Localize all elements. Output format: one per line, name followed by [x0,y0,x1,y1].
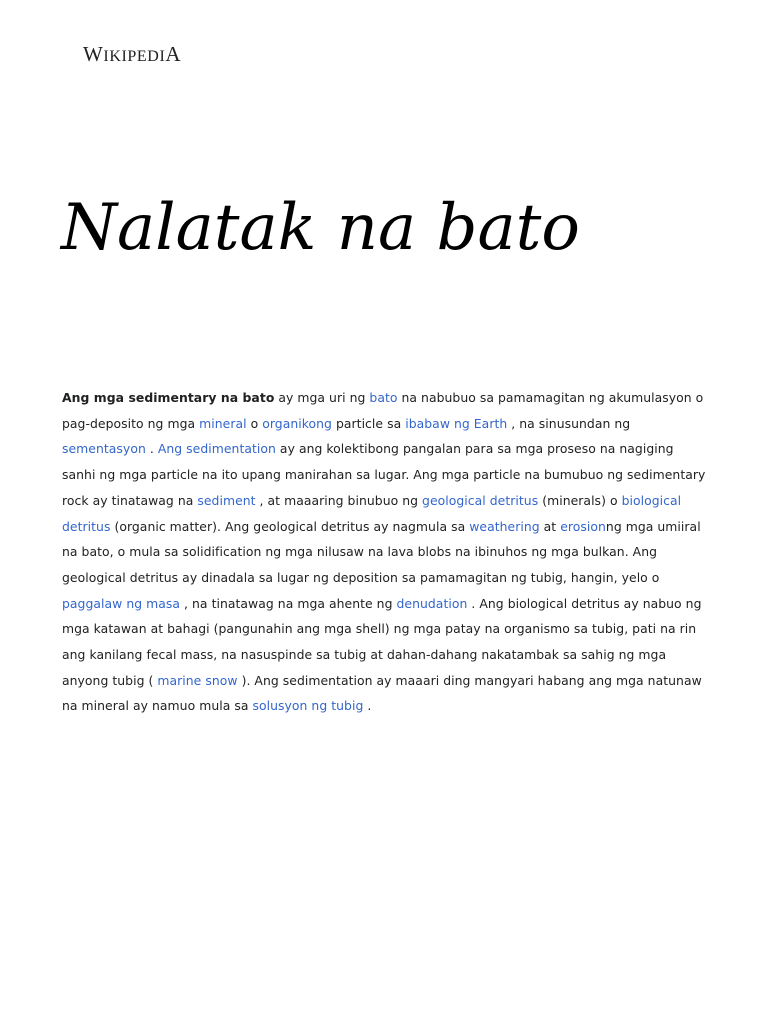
article-link[interactable]: sementasyon [62,441,146,457]
article-link[interactable]: Ang sedimentation [157,441,276,457]
page-title: Nalatak na bato [61,191,580,265]
article-bold-term: Ang mga sedimentary na bato [62,390,275,405]
article-text: ay mga uri ng [274,390,370,405]
article-paragraph [62,385,710,719]
logo-letter-last: A [165,42,182,66]
article-link[interactable]: erosion [560,518,606,534]
article-link[interactable]: biological detritus [62,492,682,534]
article-text: . Ang biological detritus ay nabuo ng mga katawan at bahagi (pangunahin ang mga shell) ng mga patay na organismo sa tubig, pati na rin ang kanilang fecal mass, na nasuspinde sa tubig at dahan-dahang nakatambak sa sahig ng mga anyong tubig ( [62,595,702,688]
article-text: o [246,415,263,431]
article-link[interactable]: weathering [469,518,540,534]
article-text: ). Ang sedimentation ay maaari ding mangyari habang ang mga natunaw na mineral ay namuo mula sa [62,672,702,714]
article-text: , at maaaring binubuo ng [255,492,423,508]
article-link[interactable]: denudation [396,595,468,611]
article-link[interactable]: organikong [262,415,332,431]
article-link[interactable]: bato [369,390,398,405]
logo-letter-first: W [83,42,104,66]
article-link[interactable]: sediment [197,492,256,508]
article-text: na nabubuo sa pamamagitan ng akumulasyon o pag-deposito ng mga [62,390,704,431]
article-text: ay ang kolektibong pangalan para sa mga proseso na nagiging sanhi ng mga particle na ito upang manirahan sa lugar. Ang mga particle na bumubuo ng sedimentary rock ay tinatawag na [62,441,706,508]
article-text: particle sa [331,415,406,431]
logo-letters-middle: IKIPEDI [103,48,166,65]
article-text: at [539,518,561,534]
article-link[interactable]: solusyon ng tubig [252,698,364,714]
wikipedia-logo[interactable] [83,42,181,67]
article-link[interactable]: mineral [199,415,247,431]
article-text: . [363,698,372,714]
article-text: (minerals) o [538,492,622,508]
article-text: ng mga umiiral na bato, o mula sa solidification ng mga nilusaw na lava blobs na ibinuhos ng mga bulkan. Ang geological detritus ay dinadala sa lugar ng deposition sa pamamagitan ng tubig, hangin, yelo o [62,518,701,585]
article-link[interactable]: ibabaw ng Earth [405,415,508,431]
article-text: (organic matter). Ang geological detritus ay nagmula sa [110,518,470,534]
article-text: , na tinatawag na mga ahente ng [180,595,397,611]
article-text: . [145,441,158,457]
article-text: , na sinusundan ng [507,415,631,431]
article-link[interactable]: geological detritus [422,492,539,508]
article-link[interactable]: paggalaw ng masa [62,595,181,611]
article-link[interactable]: marine snow [157,672,238,688]
